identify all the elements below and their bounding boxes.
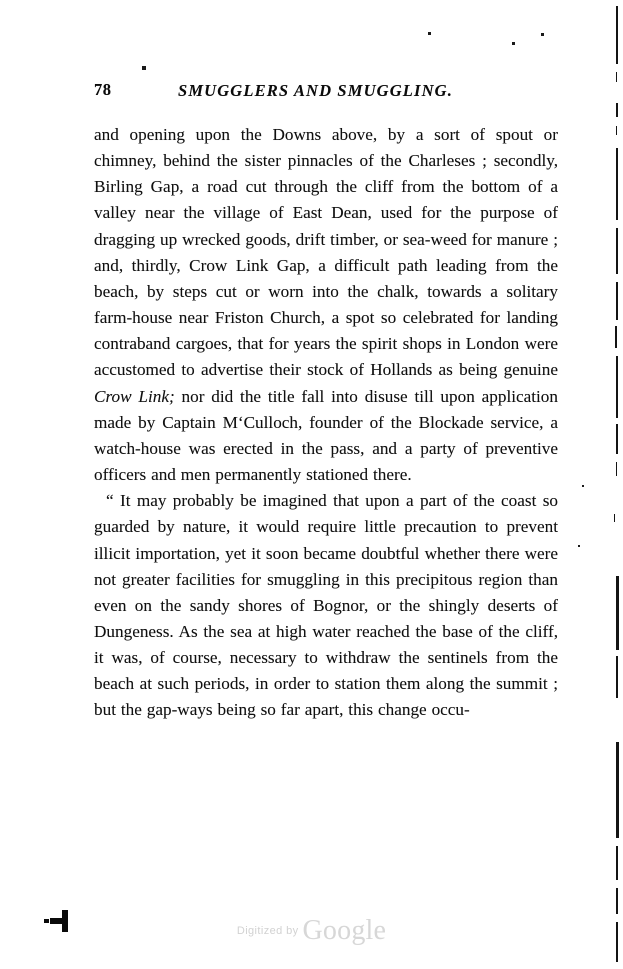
scan-edge-artifact (616, 282, 618, 320)
scan-edge-artifact (616, 576, 619, 650)
digitized-by-google-watermark (0, 915, 623, 947)
scan-edge-artifact (614, 514, 615, 522)
paragraph-two: “ It may probably be imagined that upon a part of the coast so guarded by nature, it would require little precaution to prevent illicit importation, yet it soon became doubtful whether there were not greater facilities for smuggling in this precipitous region than even on the sandy shores of Bognor, or the shingly deserts of Dungeness. As the sea at high water reached the base of the cliff, it was, of course, necessary to withdraw the sentinels from the beach at such periods, in order to station them along the summit ; but the gap-ways being so far apart, this change occu- (94, 491, 558, 720)
scan-edge-artifact (616, 6, 618, 64)
scan-edge-artifact (616, 462, 617, 476)
scan-edge-artifact (616, 228, 618, 274)
scan-speck (582, 485, 584, 487)
scan-speck (142, 66, 146, 70)
scan-edge-artifact (615, 326, 617, 348)
scan-edge-artifact (616, 72, 617, 82)
scan-edge-artifact (616, 742, 619, 838)
watermark-prefix: Digitized by (236, 925, 299, 937)
page-number: 78 (94, 80, 112, 99)
running-title: SMUGGLERS AND SMUGGLING. (178, 81, 453, 100)
scan-edge-artifact (616, 846, 618, 880)
watermark-brand: Google (302, 915, 387, 946)
scan-speck (512, 42, 515, 45)
paragraph-one-text-before-italic: and opening upon the Downs above, by a sort of spout or chimney, behind the sister pinnacles of the Charleses ; secondly, Birling Gap, a road cut through the cliff from the bottom of a valley near the village of East Dean, used for the purpose of dragging up wrecked goods, drift timber, or sea-weed for manure ; and, thirdly, Crow Link Gap, a difficult path leading from the beach, by steps cut or worn into the chalk, towards a solitary farm-house near Friston Church, a spot so celebrated for landing contraband cargoes, that for years the spirit shops in London were accustomed to advertise their stock of Hollands as being genuine (94, 125, 558, 380)
scan-edge-artifact (616, 888, 618, 914)
scan-speck (578, 545, 580, 547)
paragraph-one (94, 122, 558, 488)
scan-edge-artifact (616, 148, 618, 220)
scan-edge-artifact (616, 126, 617, 135)
scan-speck (541, 33, 544, 36)
scan-speck (428, 32, 431, 35)
scan-edge-artifact (616, 103, 618, 117)
scan-edge-artifact (616, 424, 618, 454)
italic-phrase-crow-link: Crow Link; (94, 386, 175, 406)
running-head (94, 80, 557, 104)
body-text (94, 122, 558, 724)
scan-edge-artifact (616, 356, 618, 418)
paragraph-one-text-after-italic: nor did the title fall into disuse till upon application made by Captain M‘Culloch, founder of the Blockade service, a watch-house was erected in the pass, and a party of preventive officers and men permanently stationed there. (94, 386, 558, 485)
scan-edge-artifact (616, 656, 618, 698)
